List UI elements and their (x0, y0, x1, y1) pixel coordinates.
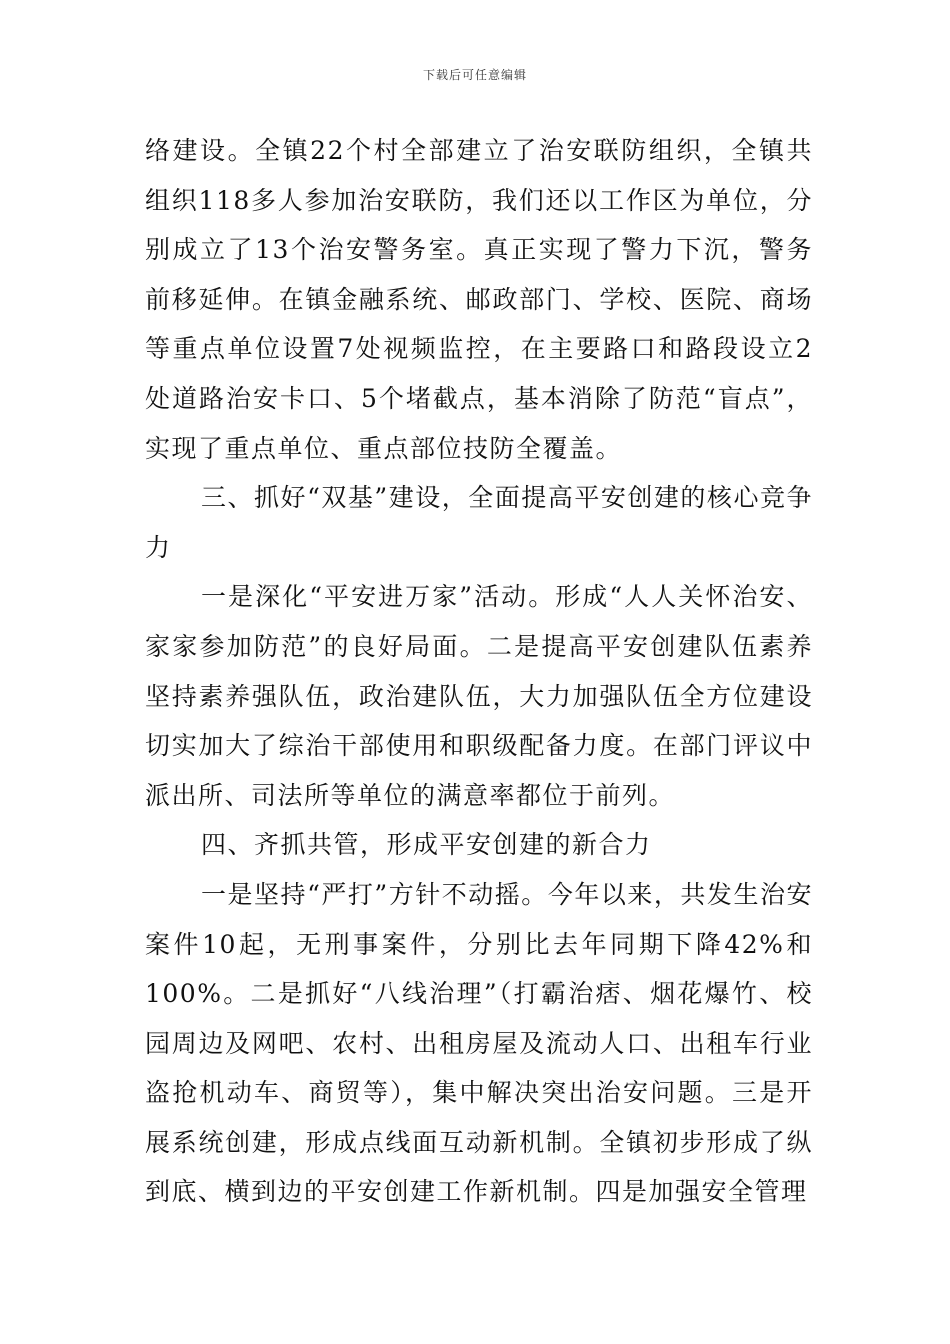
paragraph-section-4: 一是坚持“严打”方针不动摇。今年以来，共发生治安案件10起，无刑事案件，分别比去年同期下降42%和100%。二是抓好“八线治理”（打霸治痞、烟花爆竹、校园周边及网吧、农村、出租房屋及流动人口、出租车行业盗抢机动车、商贸等），集中解决突出治安问题。三是开展系统创建，形成点线面互动新机制。全镇初步形成了纵到底、横到边的平安创建工作新机制。四是加强安全管理 (145, 879, 813, 1207)
section-heading-4: 四、齐抓共管，形成平安创建的新合力 (201, 830, 652, 860)
paragraph-section-3: 一是深化“平安进万家”活动。形成“人人关怀治安、家家参加防范”的良好局面。二是提高平安创建队伍素养坚持素养强队伍，政治建队伍，大力加强队伍全方位建设切实加大了综治干部使用和职级配备力度。在部门评议中派出所、司法所等单位的满意率都位于前列。 (145, 582, 813, 810)
section-heading-3: 三、抓好“双基”建设，全面提高平安创建的核心竞争力 (145, 483, 813, 562)
paragraph-continuation: 络建设。全镇22个村全部建立了治安联防组织，全镇共组织118多人参加治安联防，我们还以工作区为单位，分别成立了13个治安警务室。真正实现了警力下沉，警务前移延伸。在镇金融系统、邮政部门、学校、医院、商场等重点单位设置7处视频监控，在主要路口和路段设立2处道路治安卡口、5个堵截点，基本消除了防范“盲点”，实现了重点单位、重点部位技防全覆盖。 (145, 136, 813, 463)
document-body (145, 126, 813, 1217)
page-header: 下载后可任意编辑 (422, 68, 527, 82)
